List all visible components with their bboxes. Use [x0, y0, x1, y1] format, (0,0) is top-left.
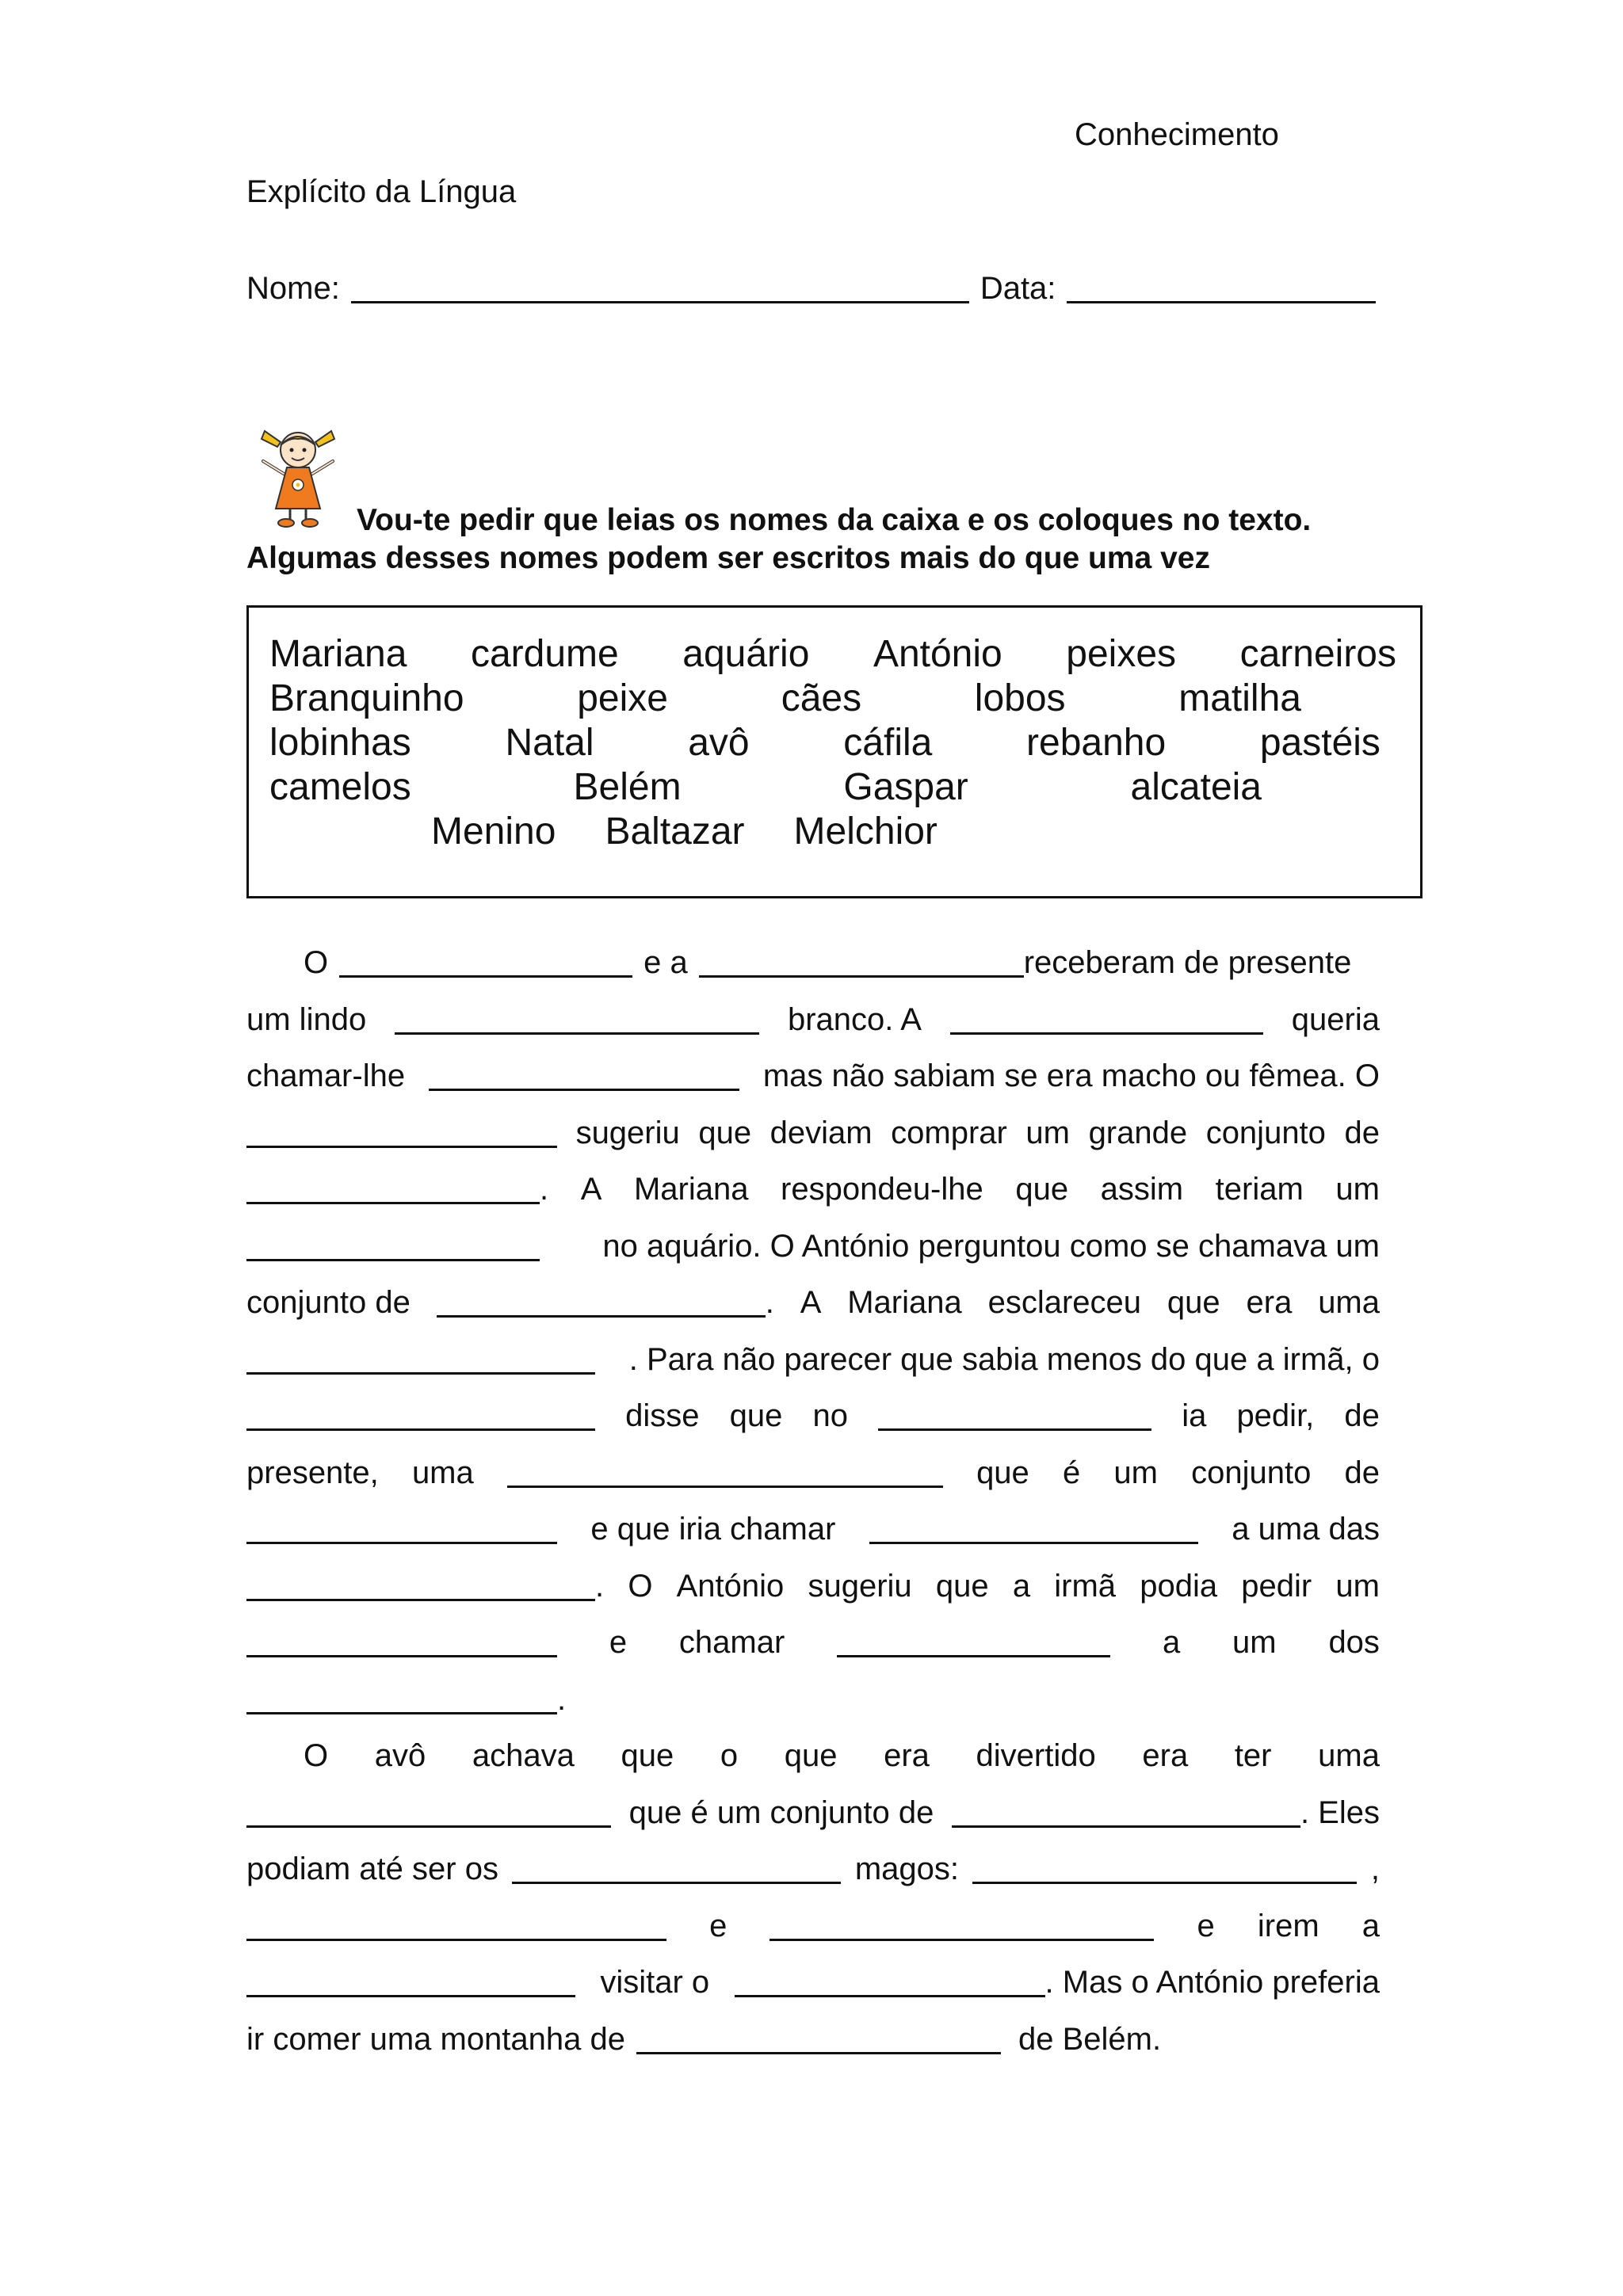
text-fragment: irem [1257, 1908, 1319, 1943]
text-fragment: . Eles [1300, 1794, 1380, 1830]
word: alcateia [1130, 765, 1262, 808]
text-fragment: queria [1291, 1001, 1380, 1037]
blank-field[interactable] [246, 1232, 540, 1261]
blank-field[interactable] [246, 1119, 557, 1148]
word-row-3 [269, 720, 1381, 765]
text-fragment: , [1370, 1852, 1380, 1887]
text-fragment: achava [472, 1738, 575, 1774]
fill-in-text [246, 935, 1380, 2068]
word: cardume [470, 632, 619, 675]
text-fragment: um [1232, 1625, 1277, 1661]
text-fragment: ter [1234, 1738, 1272, 1774]
blank-field[interactable] [972, 1855, 1357, 1884]
text-fragment: de [1344, 1115, 1380, 1150]
name-field[interactable] [351, 274, 969, 303]
blank-field[interactable] [395, 1005, 759, 1035]
text-fragment: ir comer uma montanha de [246, 2021, 626, 2057]
text-fragment: O [628, 1568, 653, 1604]
word: lobos [974, 677, 1066, 719]
word-box [246, 605, 1423, 898]
text-fragment: conjunto [1191, 1455, 1312, 1490]
text-fragment: a [1162, 1625, 1181, 1661]
blank-field[interactable] [246, 1798, 611, 1828]
text-fragment: e [709, 1908, 727, 1943]
text-line [246, 1445, 1380, 1502]
text-line [246, 1501, 1380, 1558]
text-fragment: é [1062, 1455, 1081, 1490]
text-line [246, 1161, 1380, 1219]
text-fragment: . Para não parecer que sabia menos do que a irmã, o [628, 1341, 1380, 1377]
text-fragment: conjunto de [246, 1285, 411, 1321]
word: Branquinho [269, 677, 464, 719]
text-fragment: esclareceu [987, 1285, 1142, 1321]
text-fragment: uma [1318, 1285, 1380, 1321]
blank-field[interactable] [507, 1459, 943, 1488]
blank-field[interactable] [246, 1968, 575, 1997]
blank-field[interactable] [246, 1628, 557, 1657]
text-fragment: que [1167, 1285, 1220, 1321]
text-line [246, 1332, 1380, 1389]
blank-field[interactable] [437, 1288, 766, 1318]
text-fragment: e [1197, 1908, 1215, 1943]
text-fragment: ia [1182, 1398, 1207, 1434]
text-fragment: uma [411, 1455, 474, 1490]
text-fragment: . [540, 1172, 549, 1207]
name-date-row [246, 269, 1376, 307]
blank-field[interactable] [339, 948, 632, 978]
blank-field[interactable] [246, 1175, 540, 1204]
text-fragment: que [1015, 1172, 1069, 1207]
text-fragment [952, 1795, 1380, 1831]
text-fragment [246, 1172, 548, 1207]
text-fragment: de [1344, 1398, 1380, 1434]
blank-field[interactable] [246, 1402, 595, 1431]
text-fragment: receberam de presente [1023, 945, 1352, 981]
word-row-4 [269, 765, 1262, 809]
word: peixes [1066, 632, 1177, 675]
text-fragment: um [1335, 1172, 1380, 1207]
word: rebanho [1026, 721, 1167, 764]
text-fragment: chamar-lhe [246, 1058, 406, 1094]
word-row-1 [269, 631, 1396, 676]
text-fragment: e [609, 1625, 628, 1661]
text-fragment: a uma das [1232, 1512, 1380, 1547]
text-fragment: avô [374, 1738, 426, 1774]
text-fragment: magos: [854, 1852, 959, 1887]
instruction-line2: Algumas desses nomes podem ser escritos mais do que uma vez [246, 541, 1210, 575]
text-line [246, 1728, 1380, 1785]
word: Gaspar [843, 765, 968, 808]
header-title-line1: Conhecimento [1075, 117, 1279, 152]
header-title-line2: Explícito da Língua [246, 174, 517, 209]
text-line [246, 1785, 1380, 1842]
blank-field[interactable] [246, 1685, 557, 1714]
blank-field[interactable] [699, 948, 1024, 978]
word: lobinhas [269, 721, 411, 764]
text-line [246, 2012, 1380, 2069]
date-label: Data: [980, 271, 1056, 306]
text-fragment: branco. A [787, 1001, 922, 1037]
text-fragment: que [729, 1398, 783, 1434]
text-fragment: comprar [891, 1115, 1007, 1150]
text-line [246, 1388, 1380, 1445]
word: matilha [1178, 677, 1301, 719]
blank-field[interactable] [837, 1628, 1110, 1657]
blank-field[interactable] [769, 1912, 1154, 1941]
text-fragment: o [720, 1738, 739, 1774]
text-fragment: pedir, [1236, 1398, 1315, 1434]
text-fragment: Mariana [633, 1172, 749, 1207]
text-fragment [437, 1285, 774, 1321]
text-fragment: divertido [976, 1738, 1096, 1774]
text-fragment: uma [1318, 1738, 1380, 1774]
text-fragment: e a [643, 945, 688, 981]
word: cães [781, 677, 862, 719]
text-fragment: . [557, 1681, 567, 1717]
girl-cartoon-icon [250, 420, 346, 531]
text-fragment: que [935, 1568, 989, 1604]
text-fragment: era [884, 1738, 930, 1774]
text-fragment: um [1335, 1568, 1380, 1604]
blank-field[interactable] [878, 1402, 1151, 1431]
word: avô [688, 721, 750, 764]
text-fragment: . [595, 1568, 605, 1604]
blank-field[interactable] [429, 1062, 739, 1091]
word: Menino [431, 810, 556, 852]
blank-field[interactable] [636, 2025, 1001, 2054]
text-fragment: que é um conjunto de [628, 1794, 934, 1830]
blank-field[interactable] [246, 1912, 666, 1941]
word: Baltazar [605, 810, 745, 852]
text-line [246, 1615, 1380, 1672]
blank-field[interactable] [735, 1968, 1045, 1997]
text-fragment: visitar o [600, 1965, 710, 2000]
name-label: Nome: [246, 271, 340, 306]
text-fragment: O [304, 945, 329, 981]
text-fragment: que [621, 1738, 674, 1774]
text-fragment: assim [1100, 1172, 1184, 1207]
blank-field[interactable] [869, 1515, 1198, 1544]
text-line [246, 1219, 1380, 1276]
text-line [246, 1275, 1380, 1332]
blank-field[interactable] [246, 1572, 595, 1601]
text-fragment: de [1344, 1455, 1380, 1490]
text-fragment: sugeriu [575, 1115, 680, 1150]
text-fragment: A [800, 1285, 822, 1321]
text-fragment: grande [1088, 1115, 1188, 1150]
instruction-line1: Vou-te pedir que leias os nomes da caixa e os coloques no texto. [357, 503, 1312, 537]
word-row-5 [431, 809, 987, 853]
text-fragment: António [676, 1568, 785, 1604]
word: aquário [682, 632, 810, 675]
word: pastéis [1259, 721, 1381, 764]
text-line [246, 1672, 1380, 1729]
word: cáfila [843, 721, 933, 764]
text-fragment: mas não sabiam se era macho ou fêmea. O [762, 1058, 1380, 1094]
text-fragment: presente, [246, 1455, 379, 1490]
text-line [246, 1898, 1380, 1955]
word: carneiros [1239, 632, 1396, 675]
blank-field[interactable] [246, 1515, 557, 1544]
word: Natal [505, 721, 594, 764]
text-fragment: a [1361, 1908, 1380, 1943]
text-line [246, 1048, 1380, 1105]
text-fragment: podiam até ser os [246, 1852, 498, 1887]
text-fragment: um [1025, 1115, 1070, 1150]
text-fragment: um lindo [246, 1001, 367, 1037]
text-line [246, 992, 1380, 1049]
text-fragment [735, 1965, 1380, 2000]
text-fragment: pedir [1241, 1568, 1312, 1604]
text-fragment: que [976, 1455, 1029, 1490]
text-fragment: chamar [678, 1625, 785, 1661]
text-fragment: era [1246, 1285, 1293, 1321]
text-fragment: sugeriu [808, 1568, 912, 1604]
text-fragment: deviam [769, 1115, 873, 1150]
blank-field[interactable] [246, 1345, 595, 1375]
text-line [246, 1955, 1380, 2012]
text-fragment: no aquário. O António perguntou como se chamava um [602, 1228, 1380, 1264]
text-fragment: A [580, 1172, 602, 1207]
blank-field[interactable] [512, 1855, 841, 1884]
text-fragment: O [304, 1738, 329, 1774]
text-fragment: e que iria chamar [590, 1512, 836, 1547]
text-fragment: respondeu-lhe [781, 1172, 983, 1207]
text-fragment: era [1142, 1738, 1189, 1774]
word: Melchior [793, 810, 938, 852]
text-fragment: disse [625, 1398, 700, 1434]
text-fragment: irmã [1054, 1568, 1117, 1604]
word: peixe [577, 677, 668, 719]
text-fragment: conjunto [1205, 1115, 1326, 1150]
text-fragment: . [765, 1285, 774, 1321]
word: António [873, 632, 1002, 675]
text-fragment [246, 1569, 604, 1604]
text-fragment: no [812, 1398, 848, 1434]
text-fragment: Mariana [847, 1285, 962, 1321]
text-line [246, 1105, 1380, 1162]
text-fragment: dos [1328, 1625, 1380, 1661]
word-row-2 [269, 676, 1301, 720]
text-fragment: . Mas o António preferia [1044, 1965, 1380, 2000]
blank-field[interactable] [950, 1005, 1263, 1035]
text-line [246, 1558, 1380, 1615]
text-line [246, 1841, 1380, 1898]
text-fragment: que [784, 1738, 838, 1774]
text-line [246, 935, 1380, 992]
date-field[interactable] [1067, 274, 1376, 303]
blank-field[interactable] [952, 1798, 1300, 1828]
word: Mariana [269, 632, 407, 675]
word: Belém [573, 765, 682, 808]
text-fragment: a [1012, 1568, 1031, 1604]
text-fragment: podia [1140, 1568, 1218, 1604]
text-fragment: de Belém. [1018, 2021, 1162, 2057]
text-fragment: teriam [1215, 1172, 1304, 1207]
text-fragment: um [1113, 1455, 1158, 1490]
word: camelos [269, 765, 411, 808]
text-fragment: que [698, 1115, 752, 1150]
